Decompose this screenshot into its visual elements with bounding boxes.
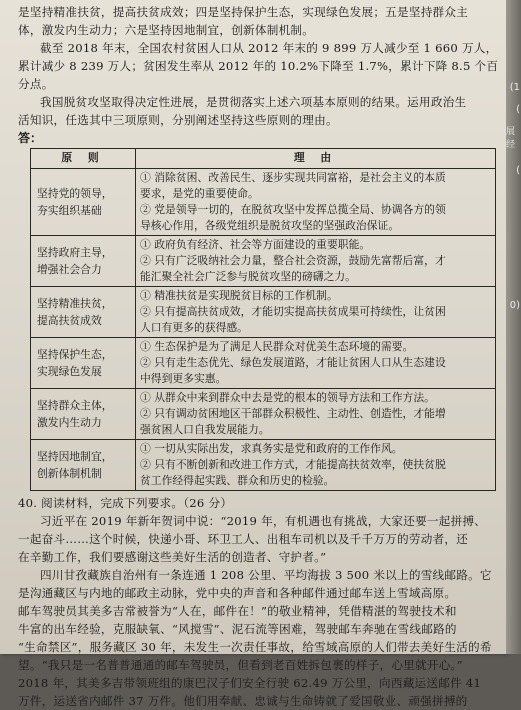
edge-mark: ( [516,165,520,176]
question-title: 40. 阅读材料，完成下列要求。（26 分） [18,496,233,510]
reason-line: ② 只有不断创新和改进工作方式，才能提高扶贫效率，使扶贫脱 [140,458,446,471]
table-row [31,287,496,338]
reason-line: 强贫困人口自我发展能力。 [140,423,270,436]
reason-line: ① 一切从实际出发，求真务实是党和政府的工作作风。 [140,442,403,455]
header-principle: 原 则 [31,149,136,169]
principle-cell [31,236,136,287]
table-row [31,440,496,491]
principle-line: 坚持保护生态， [37,348,113,361]
principle-line: 坚持政府主导， [37,246,113,259]
intro-line: 分点。 [18,77,54,91]
principle-line: 激发内生动力 [37,416,102,429]
intro-line: 累计减少 8 239 万人；贫困发生率从 2012 年的 10.2%下降至 1.7%，累计下降 8.5 个百 [18,59,499,73]
material-line: 是沟通藏区与内地的邮政主动脉，党中央的声音和各种邮件通过邮车送上雪域高原。 [18,586,457,600]
reason-line: ① 政府负有经济、社会等方面建设的重要职能。 [140,238,371,251]
edge-mark: (1 [509,82,520,93]
reason-cell [136,338,496,389]
reason-line: 贫工作经得起实践、群众和历史的检验。 [140,474,335,487]
principle-cell [31,169,136,236]
reason-line: ① 生态保护是为了满足人民群众对优美生态环境的需要。 [140,340,414,353]
material-line: 2018 年，其美多吉带领班组的康巴汉子们安全行驶 62.49 万公里，向西藏运送邮件 41 [18,676,482,690]
answer-label: 答： [18,131,43,145]
question-40 [18,494,496,710]
material-line: 在辛勤工作，我们要感谢这些美好生活的创造者、守护者。” [18,550,327,564]
edge-mark: 0) [509,300,520,311]
reason-line: ① 消除贫困、改善民生、逐步实现共同富裕，是社会主义的本质 [140,171,446,184]
edge-mark: 展经 [506,127,516,150]
reason-line: 导核心作用，各级党组织是脱贫攻坚的坚强政治保证。 [140,219,400,232]
reason-line: ② 只有广泛吸纳社会力量，整合社会资源，鼓励先富帮后富，才 [140,254,446,267]
table-row [31,169,496,236]
principle-line: 坚持因地制宜， [37,450,113,463]
reason-cell [136,236,496,287]
header-reason: 理 由 [136,149,496,169]
intro-line: 截至 2018 年末，全国农村贫困人口从 2012 年末的 9 899 万人减少至 1 660 万人， [40,41,498,55]
page-content [18,0,499,710]
intro-paragraph [18,3,499,129]
reason-line: ② 党是领导一切的，在脱贫攻坚中发挥总揽全局、协调各方的领 [140,203,446,216]
principle-cell [31,389,136,440]
principle-cell [31,440,136,491]
principle-line: 提高扶贫成效 [37,314,102,327]
question-line: 我国脱贫攻坚取得决定性进展，是贯彻落实上述六项基本原则的结果。运用政治生 [40,95,467,109]
reason-line: 中得到更多实惠。 [140,372,227,385]
principle-line: 增强社会合力 [37,263,102,276]
table-row [31,338,496,389]
principle-cell [31,287,136,338]
table-row [31,389,496,440]
principle-line: 实现绿色发展 [37,365,102,378]
reason-cell [136,287,496,338]
reason-line: ② 只有走生态优先、绿色发展道路，才能让贫困人口从生态建设 [140,356,446,369]
question-line: 活知识，任选其中三项原则，分别阐述坚持这些原则的理由。 [18,113,338,127]
principle-line: 夯实组织基础 [37,204,102,217]
material-line: 牛富的出车经验，克服缺氧、“风搅雪”、泥石流等困难，驾驶邮车奔驰在雪线邮路的 [18,622,457,636]
material-line: 一起奋斗……这个时候，快递小哥、环卫工人、出租车司机以及千千万万的劳动者，还 [18,532,469,546]
table-header-row [31,149,496,169]
material-line: “生命禁区”，服务藏区 30 年，未发生一次责任事故，给雪域高原的人们带去美好生活的希 [18,640,492,654]
material-line: 万件，运送省内邮件 37 万件。他们用奉献、忠诚与生命铸就了爱国敬业、顽强拼搏的 [18,694,468,708]
principle-line: 坚持党的领导， [37,187,113,200]
reason-line: 人口有更多的获得感。 [140,321,248,334]
material-line: 望。“我只是一名普普通通的邮车驾驶员，但看到老百姓拆包裹的样子，心里就开心。” [18,658,463,672]
reason-line: 能汇聚全社会广泛参与脱贫攻坚的磅礴之力。 [140,270,356,283]
material-line: 四川甘孜藏族自治州有一条连通 1 208 公里、平均海拔 3 500 米以上的雪线邮路。它 [40,568,492,582]
reason-cell [136,440,496,491]
reason-line: ① 从群众中来到群众中去是党的根本的领导方法和工作方法。 [140,391,435,404]
principle-cell [31,338,136,389]
material-line: 邮车驾驶员其美多吉常被誉为“人在，邮件在！”的敬业精神，凭借精湛的驾驶技术和 [18,604,457,618]
principle-line: 坚持精准扶贫， [37,297,113,310]
principle-line: 坚持群众主体， [37,399,113,412]
edge-mark: ( [516,104,520,115]
reason-line: ② 只有提高扶贫成效，才能切实提高扶贫成果可持续性，让贫困 [140,305,446,318]
material-line: 习近平在 2019 年新年贺词中说：“2019 年，有机遇也有挑战，大家还要一起拼搏、 [40,514,487,528]
table-row [31,236,496,287]
reason-line: ② 只有调动贫困地区干部群众积极性、主动性、创造性，才能增 [140,407,446,420]
reason-line: ① 精准扶贫是实现脱贫目标的工作机制。 [140,289,338,302]
reason-line: 要求，是党的重要使命。 [140,187,259,200]
intro-line: 体，激发内生动力；六是坚持因地制宜，创新体制机制。 [18,23,315,37]
reason-cell [136,169,496,236]
principles-table [30,148,496,491]
adjacent-page-edge [506,0,521,654]
reason-cell [136,389,496,440]
intro-line: 是坚持精准扶贫，提高扶贫成效；四是坚持保护生态，实现绿色发展；五是坚持群众主 [18,5,469,19]
principle-line: 创新体制机制 [37,467,102,480]
